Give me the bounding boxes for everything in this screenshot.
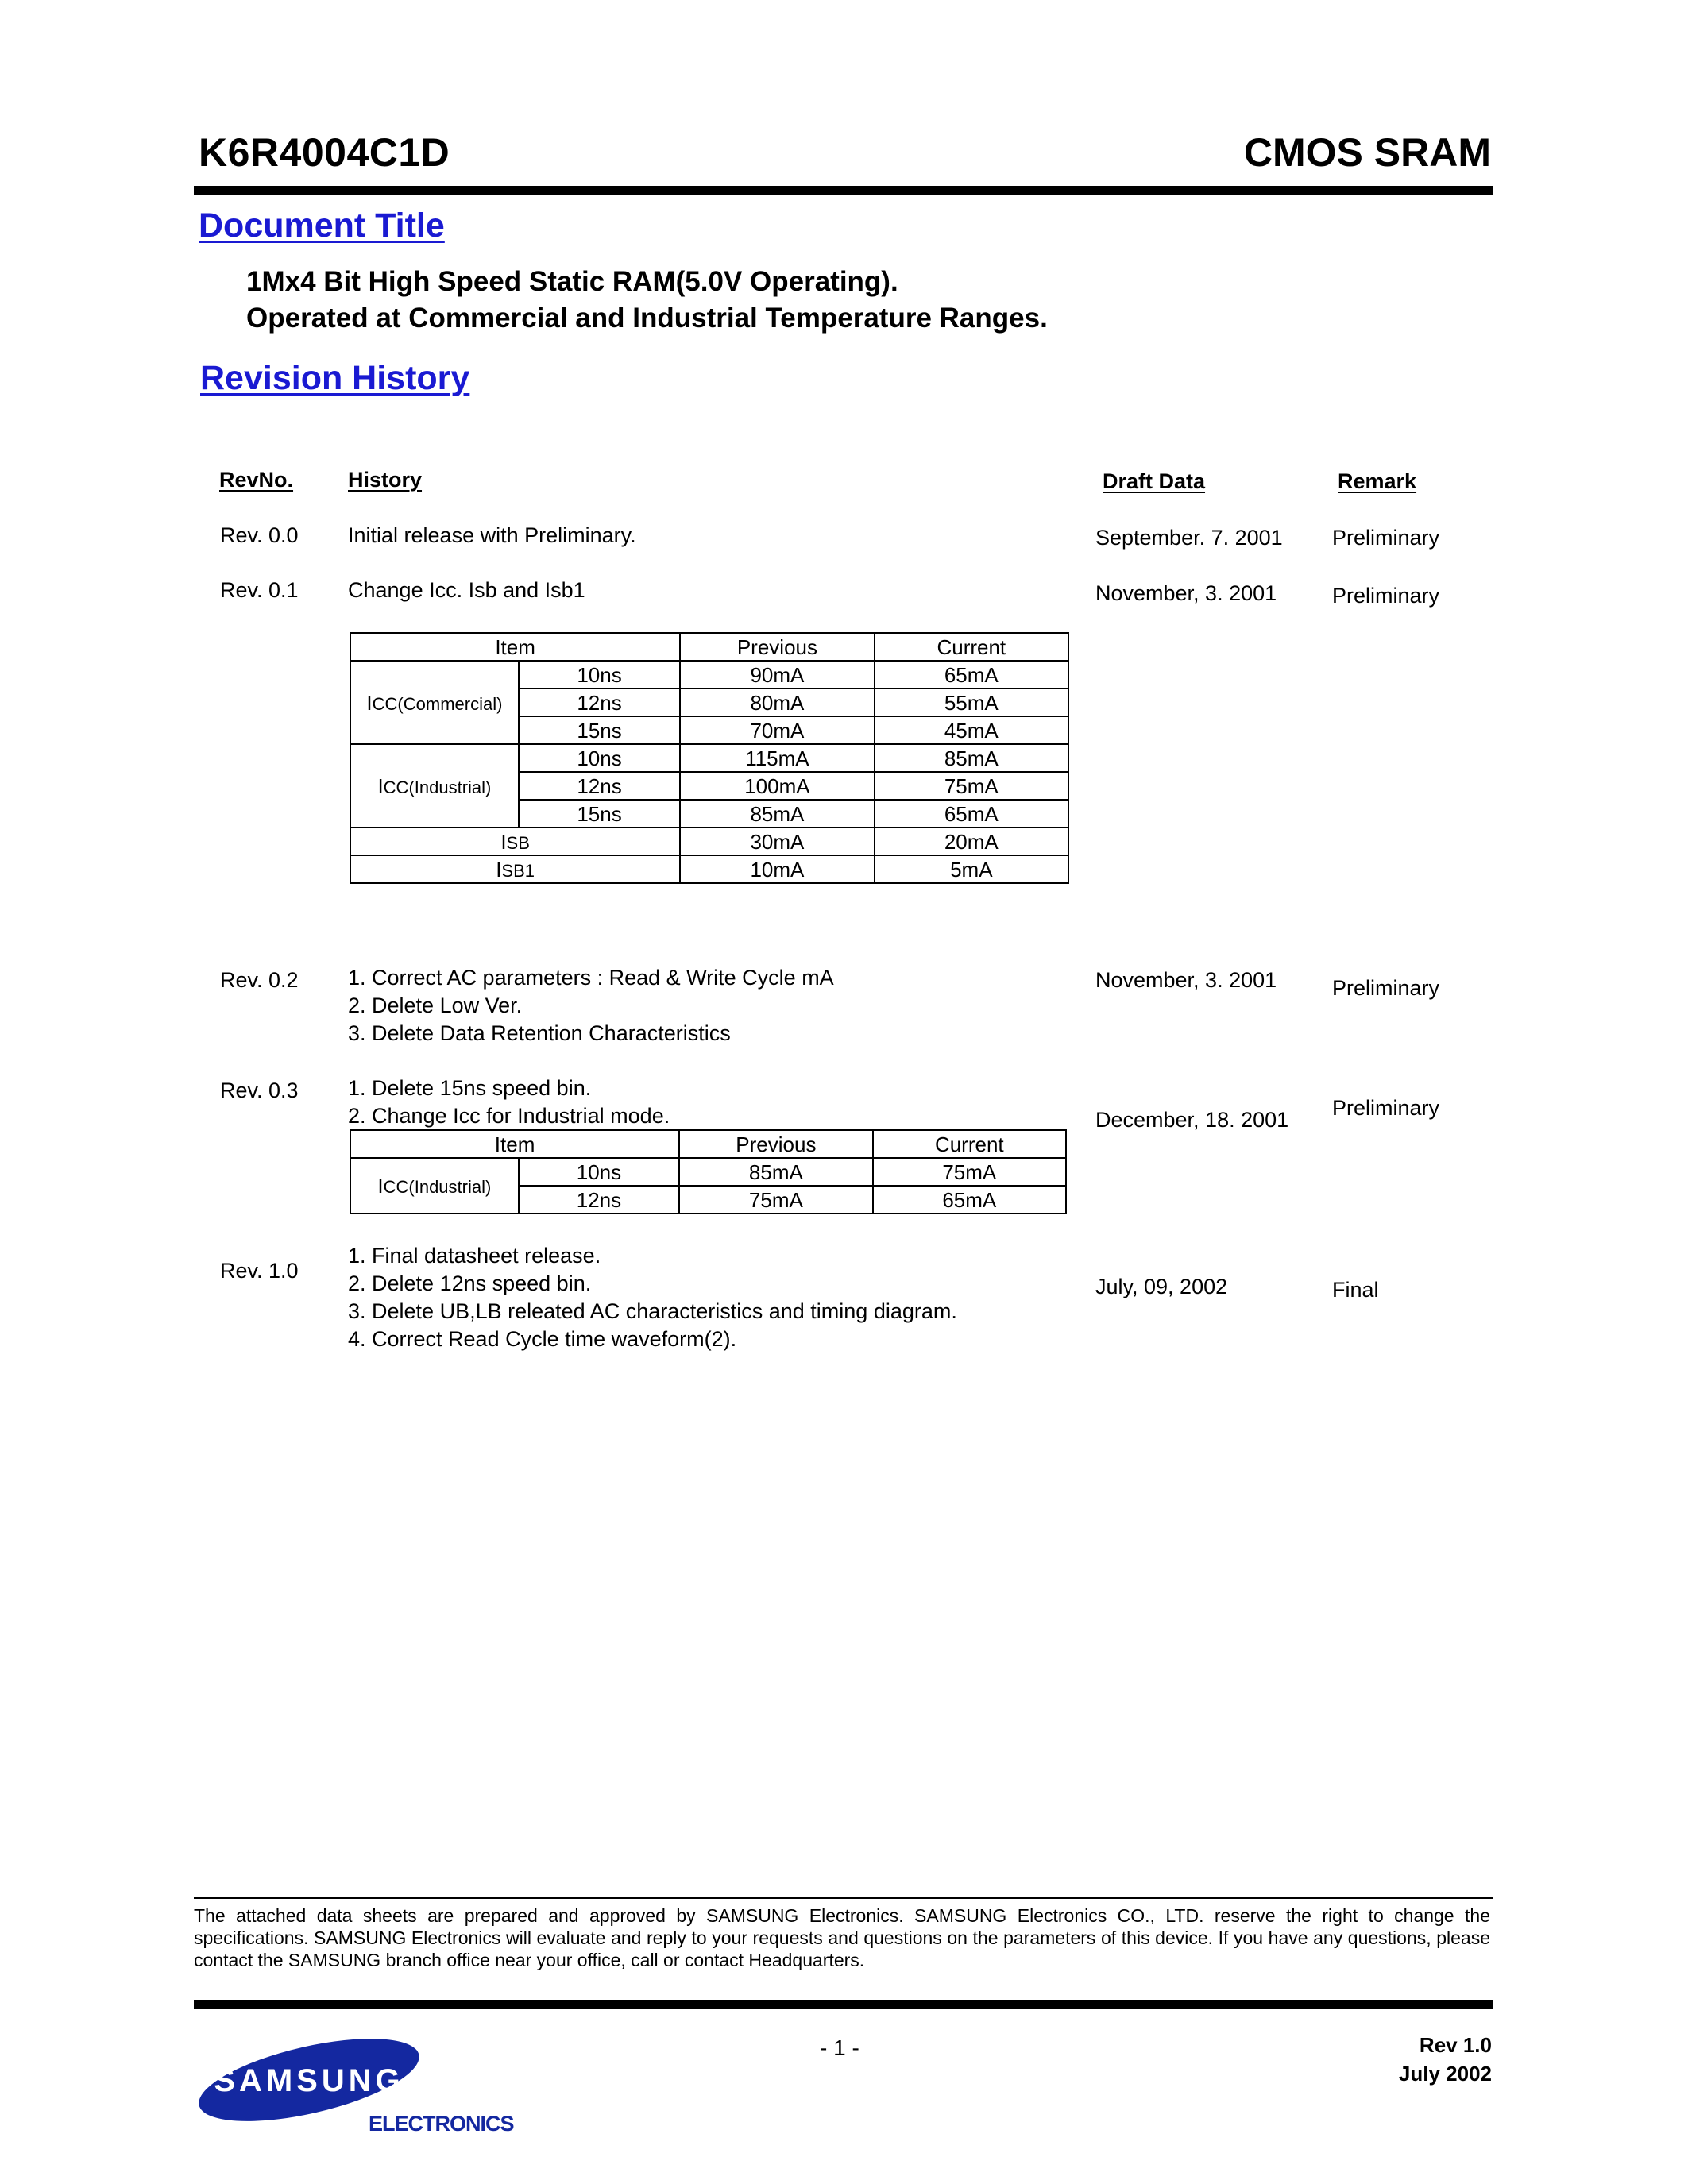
table-header-previous: Previous xyxy=(679,1130,872,1158)
rev-remark: Preliminary xyxy=(1332,1096,1440,1120)
rev-remark: Preliminary xyxy=(1332,976,1440,1000)
rev-remark: Final xyxy=(1332,1278,1379,1302)
table-cell-current: 65mA xyxy=(875,661,1068,689)
table-cell-previous: 75mA xyxy=(679,1186,872,1214)
table-cell-speed: 12ns xyxy=(519,1186,679,1214)
document-title-line1: 1Mx4 Bit High Speed Static RAM(5.0V Operating). xyxy=(246,266,898,297)
rev-history-line: 1. Delete 15ns speed bin. xyxy=(348,1076,592,1100)
samsung-electronics-text: ELECTRONICS xyxy=(369,2112,514,2136)
table-cell-current: 20mA xyxy=(875,828,1068,855)
table-cell-previous: 10mA xyxy=(680,855,874,883)
header-rule xyxy=(194,186,1493,195)
icc-change-table xyxy=(350,632,1069,884)
table-cell-current: 65mA xyxy=(873,1186,1066,1214)
table-cell-previous: 85mA xyxy=(680,800,874,828)
table-cell-current: 75mA xyxy=(875,772,1068,800)
rev-date: July, 09, 2002 xyxy=(1095,1275,1228,1298)
table-cell-speed: 10ns xyxy=(519,744,680,772)
rev-history-line: 2. Delete 12ns speed bin. xyxy=(348,1271,592,1295)
table-header-current: Current xyxy=(875,633,1068,661)
revision-history-heading: Revision History xyxy=(200,359,470,397)
rev-date: December, 18. 2001 xyxy=(1095,1108,1289,1132)
revision-label: Rev 1.0 xyxy=(1419,2033,1492,2057)
rev-history-line: 3. Delete UB,LB releated AC characteristics and timing diagram. xyxy=(348,1299,957,1323)
rev-number: Rev. 0.0 xyxy=(220,523,299,547)
rev-history-line: 4. Correct Read Cycle time waveform(2). xyxy=(348,1327,737,1351)
col-head-remark: Remark xyxy=(1338,469,1417,493)
icc-industrial-label: ICC(Industrial) xyxy=(350,744,519,828)
table-cell-previous: 30mA xyxy=(680,828,874,855)
icc-industrial-table xyxy=(350,1129,1067,1214)
table-cell-previous: 70mA xyxy=(680,716,874,744)
document-title-line2: Operated at Commercial and Industrial Temperature Ranges. xyxy=(246,303,1048,334)
table-cell-previous: 80mA xyxy=(680,689,874,716)
rev-history-line: Initial release with Preliminary. xyxy=(348,523,636,547)
col-head-revno: RevNo. xyxy=(219,468,294,492)
rev-remark: Preliminary xyxy=(1332,584,1440,608)
rev-remark: Preliminary xyxy=(1332,526,1440,550)
rev-number: Rev. 0.3 xyxy=(220,1078,299,1102)
rev-date: September. 7. 2001 xyxy=(1095,526,1283,550)
table-cell-current: 85mA xyxy=(875,744,1068,772)
table-cell-current: 5mA xyxy=(875,855,1068,883)
revision-info xyxy=(1399,2031,1492,2088)
footer-rule-thin xyxy=(194,1897,1493,1899)
rev-date: November, 3. 2001 xyxy=(1095,581,1277,605)
disclaimer-text: The attached data sheets are prepared and approved by SAMSUNG Electronics. SAMSUNG Electronics CO., LTD. reserve the right to change the specifications. SAMSUNG Electronics will evaluate and reply to your requests and questions on the parameters of this device. If you have any questions, please contact the SAMSUNG branch office near your office, call or contact Headquarters. xyxy=(194,1905,1490,1970)
col-head-history: History xyxy=(348,468,423,492)
table-cell-speed: 12ns xyxy=(519,772,680,800)
rev-history-line: 2. Delete Low Ver. xyxy=(348,994,523,1017)
table-cell-current: 75mA xyxy=(873,1158,1066,1186)
table-cell-current: 45mA xyxy=(875,716,1068,744)
table-header-current: Current xyxy=(873,1130,1066,1158)
table-cell-speed: 10ns xyxy=(519,1158,679,1186)
table-header-previous: Previous xyxy=(680,633,874,661)
table-cell-previous: 85mA xyxy=(679,1158,872,1186)
table-cell-speed: 15ns xyxy=(519,800,680,828)
table-cell-previous: 90mA xyxy=(680,661,874,689)
rev-history-line: Change Icc. Isb and Isb1 xyxy=(348,578,585,602)
table-cell-current: 65mA xyxy=(875,800,1068,828)
rev-history-line: 1. Final datasheet release. xyxy=(348,1244,601,1268)
revision-date: July 2002 xyxy=(1398,2062,1492,2086)
table-cell-speed: 15ns xyxy=(519,716,680,744)
rev-history-line: 1. Correct AC parameters : Read & Write Cycle mA xyxy=(348,966,834,990)
table-cell-previous: 100mA xyxy=(680,772,874,800)
icc-industrial-label: ICC(Industrial) xyxy=(350,1158,519,1214)
rev-date: November, 3. 2001 xyxy=(1095,968,1277,992)
table-cell-speed: 10ns xyxy=(519,661,680,689)
product-type: CMOS SRAM xyxy=(1243,130,1491,175)
isb1-label: ISB1 xyxy=(350,855,680,883)
rev-number: Rev. 0.2 xyxy=(220,968,299,992)
part-number: K6R4004C1D xyxy=(199,130,450,175)
icc-commercial-label: ICC(Commercial) xyxy=(350,661,519,744)
table-header-item: Item xyxy=(350,1130,679,1158)
rev-history-line: 2. Change Icc for Industrial mode. xyxy=(348,1104,670,1128)
col-head-draft-data: Draft Data xyxy=(1103,469,1206,493)
table-cell-current: 55mA xyxy=(875,689,1068,716)
table-cell-speed: 12ns xyxy=(519,689,680,716)
rev-number: Rev. 0.1 xyxy=(220,578,299,602)
table-header-item: Item xyxy=(350,633,680,661)
document-title-heading: Document Title xyxy=(199,206,445,245)
rev-history-line: 3. Delete Data Retention Characteristics xyxy=(348,1021,731,1045)
samsung-logo-text: SAMSUNG xyxy=(214,2063,404,2098)
table-cell-previous: 115mA xyxy=(680,744,874,772)
rev-number: Rev. 1.0 xyxy=(220,1259,299,1283)
isb-label: ISB xyxy=(350,828,680,855)
page-number: - 1 - xyxy=(820,2035,859,2060)
footer-rule-thick xyxy=(194,2000,1493,2009)
